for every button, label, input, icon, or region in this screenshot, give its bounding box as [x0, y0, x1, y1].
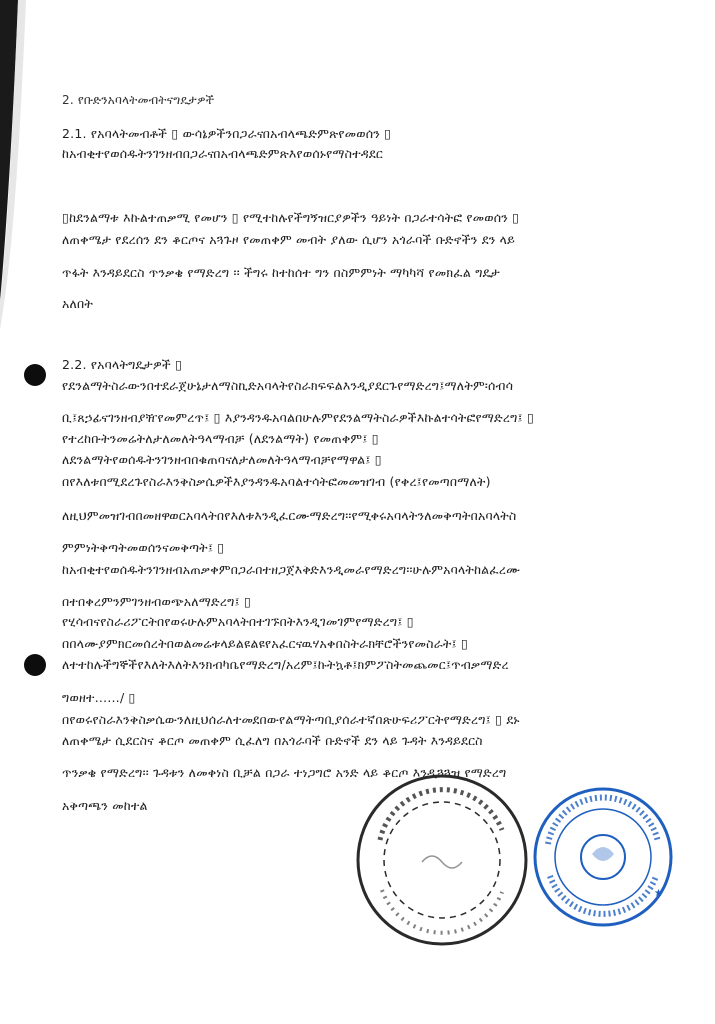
para2-line: በየወሩየስራእንቅስቃሴውንለዚህሰራለተመደበውየልማትጣቢያሰራተኛበጽሁፍሪፖርትየማድረግ፤ ▯ ደኑ: [62, 712, 520, 727]
para2-line: የሂሳብናየስራሪፖርትበየወሩሁሉምአባላትበተገኙበትእንዲገመገምየማድረግ፤ ▯: [62, 614, 414, 629]
para2-line: አቅጣጫን መከተል: [62, 798, 148, 813]
blue-round-stamp: [530, 784, 676, 930]
para1-line: ▯ከደንልማቱ እኩልተጠቃሚ የመሆን ▯ የሚተከሉየችግኝዝርያዎችን ዓይነት በጋራተሳትፎ የመወሰን ▯: [62, 210, 520, 225]
para2-line: ለጠቀሜታ ሲደርስና ቆርጦ መጠቀም ሲፈለግ በአጎራባች ቡድኖች ደን ላይ ጉዳት እንዳይደርስ: [62, 733, 483, 748]
para2-line: በየእለቱበሚደረጉየስራእንቅስቃሴዎችእያንዳንዱአባልተሳትፎመመዝገብ (የቀረ፤የመጣበማለት): [62, 474, 491, 489]
black-official-stamp: [352, 770, 532, 950]
punch-hole-bottom: [24, 654, 46, 676]
para2-line: ለተተከሉችግኞችየእለትእለትእንክብካቤየማድረግ/አረም፤ኩትኳቶ፤ክምፖስትመጨመር፤ጥብቃማድረ: [62, 657, 509, 672]
subsection-1-line-2: ከአብቂተየወሰዱትንገንዘብበጋራናበአብላጫድምጽእየወሰኑየማስተዳደር: [62, 146, 383, 161]
subsection-2-heading: 2.2. የአባላትግዴታዎች ▯: [62, 357, 183, 372]
para2-line: ለዚህምመዝገብበመዘዋወርአባላትበየእለቱእንዲፈርሙማድረግ፡፡የሚቀሩአባላትንለመቅጣትበአባላትስ: [62, 508, 517, 523]
para2-line: ለደንልማትየወሰዱትንገንዘብበቁጠባናለታለመለትዓላማብቻየማዋል፤ ▯: [62, 452, 382, 467]
para2-line: በተበቀረምንምገንዘብወጭአለማድረግ፤ ▯: [62, 594, 252, 609]
para1-line: ለጠቀሜታ የደረሰን ደን ቆርጦና አጓጉዞ የመጠቀም መብት ያለው ሲሆን አጎራባች ቡድኖችን ደን ላይ: [62, 232, 515, 247]
punch-hole-top: [24, 364, 46, 386]
para2-line: በበላሙያምክርመሰረትበወልመሬቱላይልዩልዩየአፈርናዉሃአቀበስትራክቸሮችንየመስራት፤ ▯: [62, 636, 469, 651]
para1-line: ጥፋት እንዳይደርስ ጥንቃቄ የማድረግ ፡፡ ችግሩ ከተከሰተ ግን በስምምነት ማካካሻ የመክፈል ግዴታ: [62, 265, 500, 280]
section-heading: 2. የቡድንአባላትመብትናግዴታዎች: [62, 93, 215, 107]
para2-line: ጥንቃቄ የማድረግ፡፡ ጉዳቱን ለመቀነስ ቢቻል በጋራ ተነጋግሮ አንድ ላይ ቆርጦ እንዲጓጓዝ የማድረግ: [62, 765, 507, 780]
para2-line: የተረከቡትንመሬትለታለመለትዓላማብቻ (ለደንልማት) የመጠቀም፤ ▯: [62, 431, 379, 446]
para1-line: አለበት: [62, 296, 94, 311]
para2-line: ቢ፤ጸኃፊናገንዘብያዥየመምረጥ፤ ▯ እያንዳንዱአባልበሁሉምየደንልማትስራዎችእኩልተሳትፎየማድረግ፤ ▯: [62, 410, 535, 425]
para2-line: ምምነትቅጣትመወሰንናመቅጣት፤ ▯: [62, 540, 225, 555]
para2-line: ግወዘተ……/ ▯: [62, 690, 136, 705]
para2-line: የደንልማትስራውንበተደራጀሁኔታለማስኪድአባላትየስራክፍፍልእንዲያደርጉየማድረግ፤ማለትም፡ሰብሳ: [62, 378, 514, 393]
svg-text:★: ★: [654, 888, 663, 899]
subsection-1-heading: 2.1. የአባላትመብቶች ▯ ውሳኔዎችንበጋራናበአብላጫድምጽየመወሰን ▯: [62, 126, 392, 141]
para2-line: ከአብቂተየወሰዱትንገንዘብአጠቃቀምበጋራበተዘጋጀእቅድእንዲመራየማድረግ፡፡ሁሉምአባላትከልፈረሙ: [62, 562, 521, 577]
